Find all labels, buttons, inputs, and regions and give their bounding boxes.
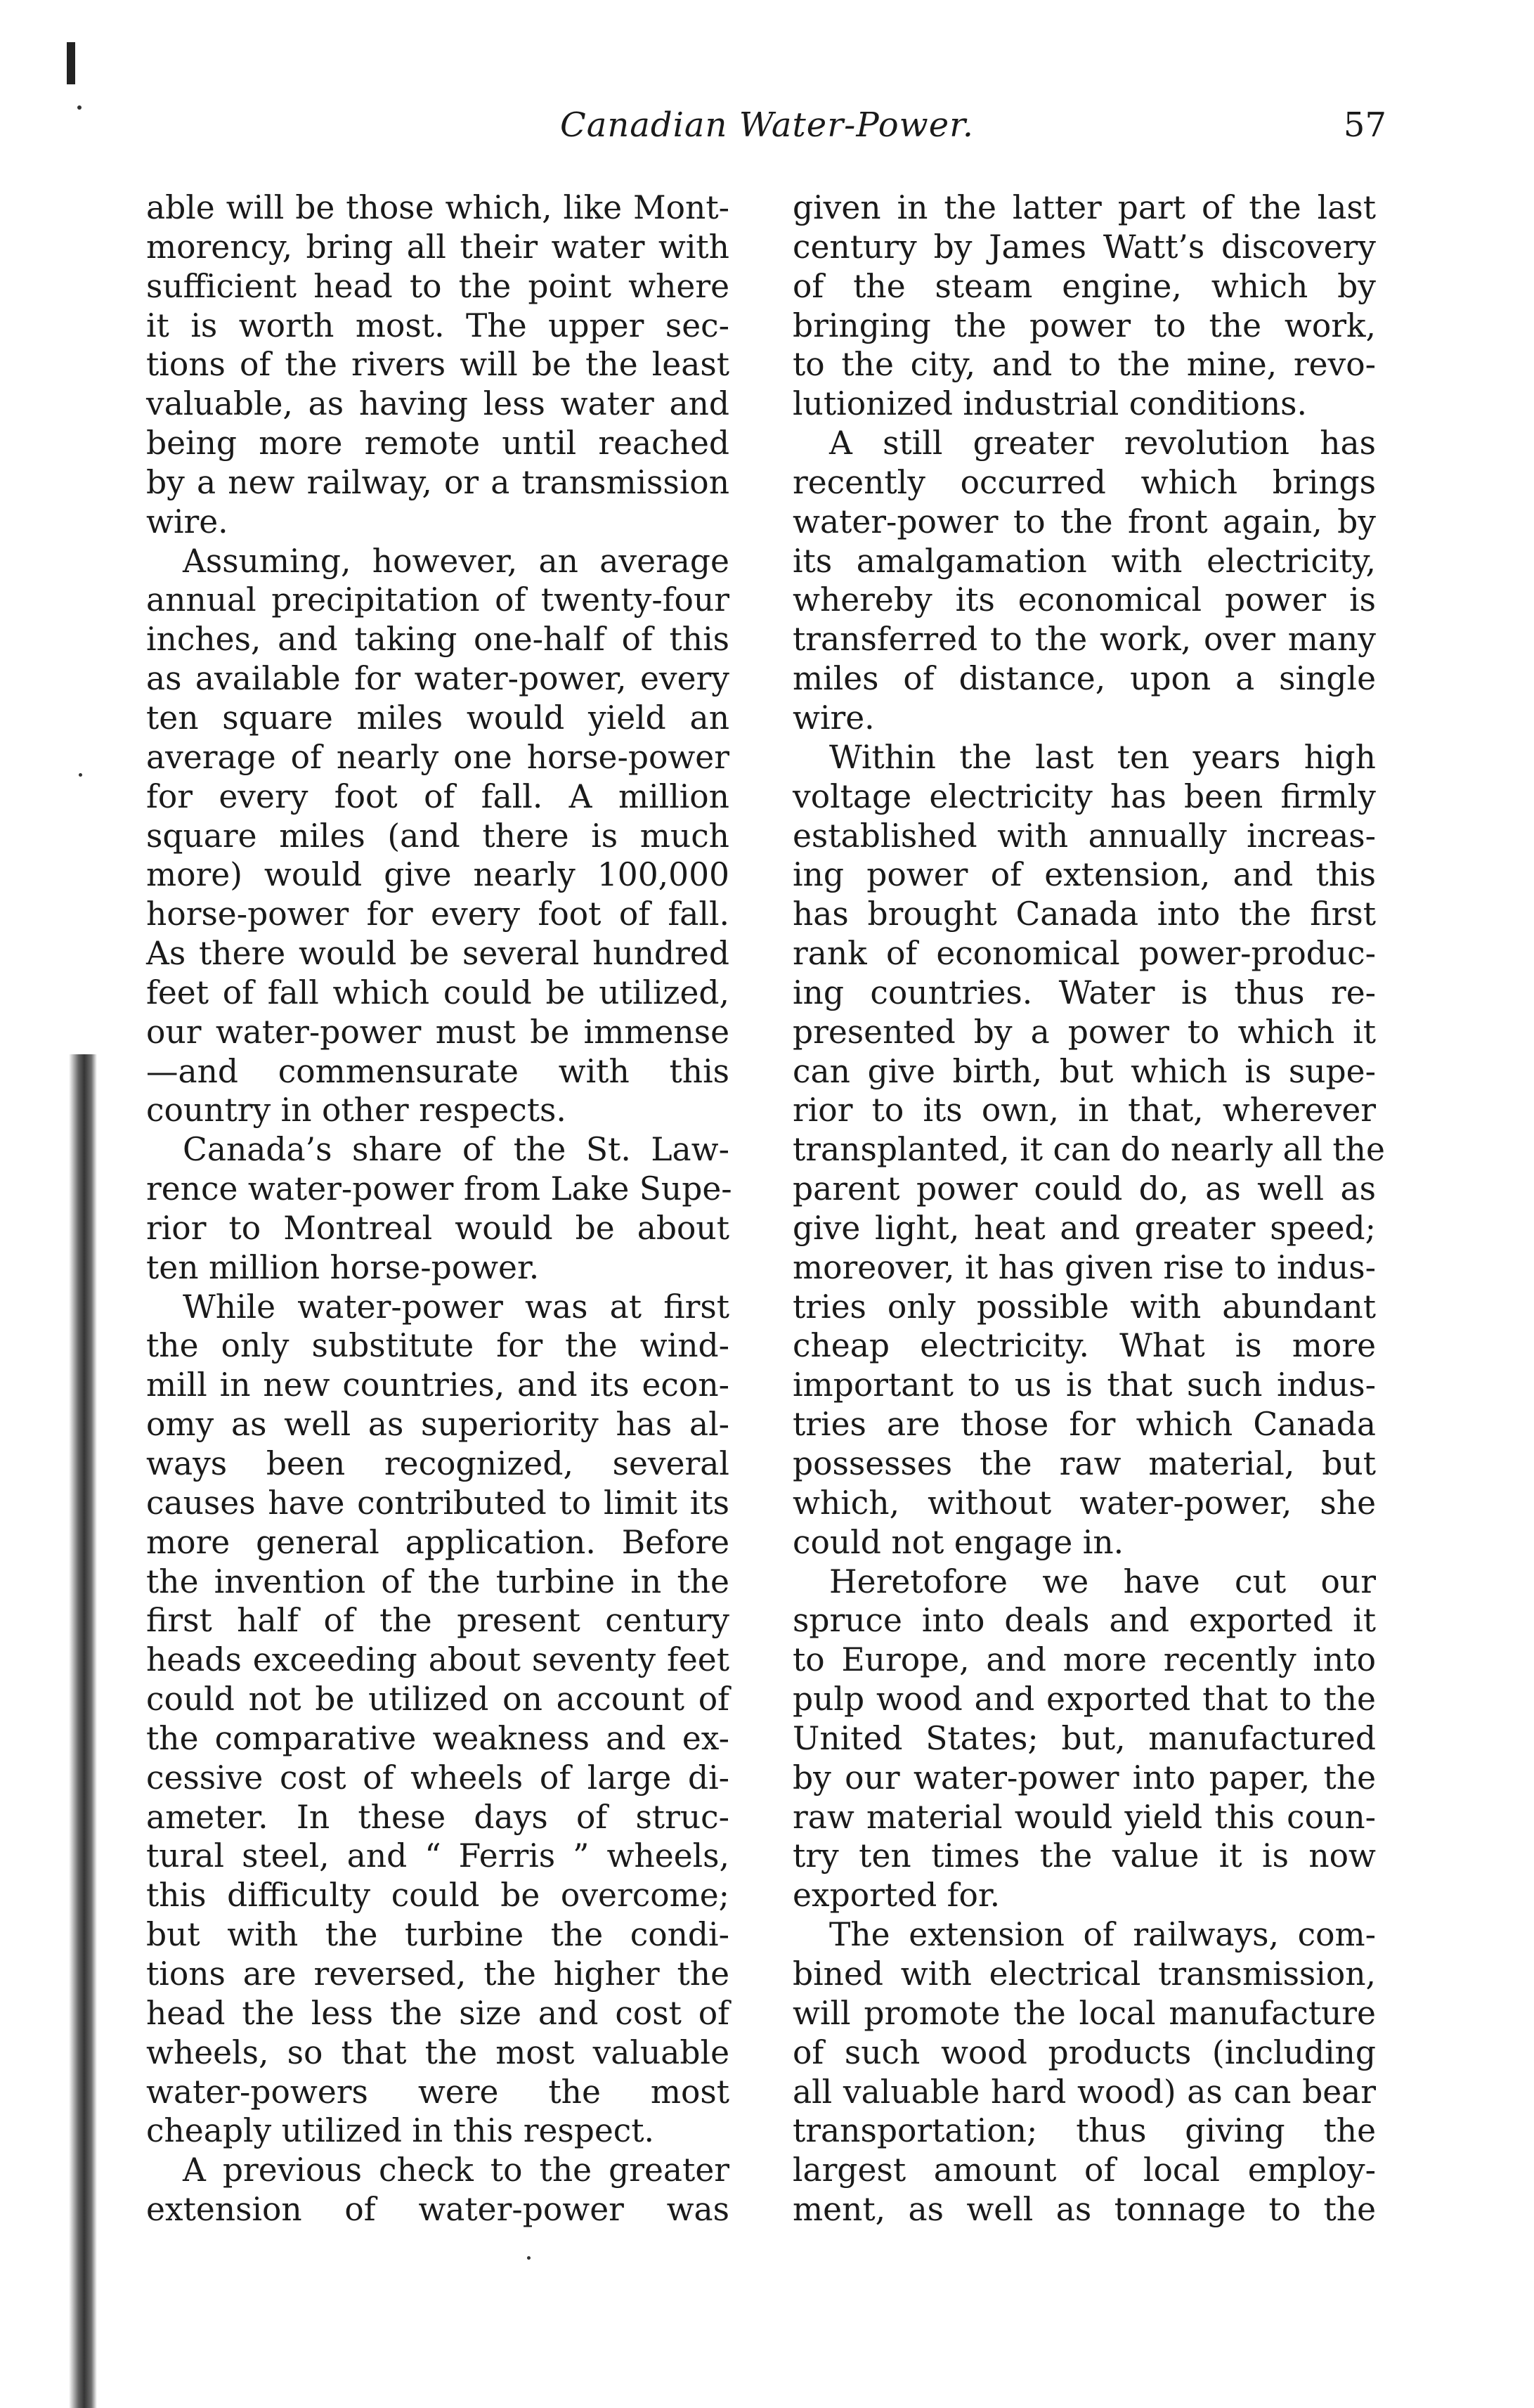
text-line: give light, heat and greater speed; [793, 1209, 1376, 1247]
scan-binding-shadow [69, 1054, 97, 2408]
text-line: moreover, it has given rise to indus- [793, 1248, 1376, 1286]
text-line: wire. [146, 503, 228, 540]
text-line: tions are reversed, the higher the [146, 1955, 729, 1993]
text-line: Canada’s share of the St. Law- [183, 1131, 729, 1169]
text-line: causes have contributed to limit its [146, 1484, 729, 1522]
text-line: being more remote until reached [146, 425, 729, 462]
text-line: by a new railway, or a transmission [146, 463, 729, 501]
text-line: can give birth, but which is supe- [793, 1052, 1376, 1090]
text-line: of such wood products (including [793, 2033, 1376, 2071]
text-line: A still greater revolution has [829, 425, 1376, 462]
text-line: pulp wood and exported that to the [793, 1681, 1376, 1718]
text-line: raw material would yield this coun- [793, 1798, 1376, 1836]
text-line: our water-power must be immense [146, 1013, 729, 1051]
text-line: annual precipitation of twenty-four [146, 581, 729, 619]
page-number: 57 [1343, 105, 1386, 145]
text-line: cessive cost of wheels of large di- [146, 1759, 729, 1797]
text-line: all valuable hard wood) as can bear [793, 2073, 1376, 2111]
text-line: voltage electricity has been firmly [793, 777, 1376, 815]
text-line: but with the turbine the condi- [146, 1916, 729, 1954]
text-column-right [793, 188, 1385, 2229]
text-line: horse-power for every foot of fall. [146, 895, 729, 933]
text-line: could not be utilized on account of [146, 1681, 729, 1718]
text-column-left [146, 188, 732, 2229]
text-line: The extension of railways, com- [829, 1916, 1376, 1954]
scan-speck [79, 773, 82, 777]
text-line: country in other respects. [146, 1092, 566, 1129]
text-line: water-power to the front again, by [793, 503, 1376, 540]
text-line: extension of water-power was [146, 2191, 729, 2229]
text-line: United States; but, manufactured [793, 1719, 1376, 1757]
text-line: exported for. [793, 1877, 1001, 1915]
text-line: the only substitute for the wind- [146, 1327, 729, 1365]
text-line: given in the latter part of the last [793, 189, 1376, 226]
text-line: will promote the local manufacture [793, 1994, 1376, 2032]
text-line: ameter. In these days of struc- [146, 1798, 729, 1836]
text-line: this difficulty could be overcome; [146, 1877, 729, 1915]
text-line: the comparative weakness and ex- [146, 1719, 729, 1757]
text-line: ten million horse-power. [146, 1248, 540, 1286]
text-line: wire. [793, 699, 875, 737]
text-line: rior to its own, in that, wherever [793, 1092, 1376, 1129]
text-line: valuable, as having less water and [146, 385, 729, 423]
text-line: Heretofore we have cut our [829, 1562, 1376, 1600]
text-line: century by James Watt’s discovery [793, 228, 1376, 266]
text-line: ment, as well as tonnage to the [793, 2191, 1376, 2229]
text-line: —and commensurate with this [146, 1052, 729, 1090]
text-line: wheels, so that the most valuable [146, 2033, 729, 2071]
text-line: for every foot of fall. A million [146, 777, 729, 815]
text-line: try ten times the value it is now [793, 1837, 1376, 1875]
text-line: water-powers were the most [146, 2073, 729, 2111]
text-line: more) would give nearly 100,000 [146, 856, 729, 894]
text-line: important to us is that such indus- [793, 1366, 1376, 1404]
text-line: morency, bring all their water with [146, 228, 729, 266]
text-line: omy as well as superiority has al- [146, 1406, 729, 1444]
text-line: could not engage in. [793, 1523, 1124, 1561]
text-line: to Europe, and more recently into [793, 1641, 1376, 1679]
text-line: lutionized industrial conditions. [793, 385, 1307, 423]
text-line: A previous check to the greater [183, 2151, 729, 2189]
text-line: recently occurred which brings [793, 463, 1376, 501]
text-line: mill in new countries, and its econ- [146, 1366, 729, 1404]
text-line: bringing the power to the work, [793, 306, 1376, 344]
text-line: inches, and taking one-half of this [146, 621, 729, 659]
text-line: cheaply utilized in this respect. [146, 2112, 655, 2150]
text-line: more general application. Before [146, 1523, 729, 1561]
text-line: tries only possible with abundant [793, 1288, 1376, 1326]
text-line: sufficient head to the point where [146, 267, 729, 305]
text-line: has brought Canada into the first [793, 895, 1376, 933]
running-header-title: Canadian Water-Power. [559, 105, 975, 145]
text-line: heads exceeding about seventy feet [146, 1641, 729, 1679]
text-line: square miles (and there is much [146, 817, 729, 855]
text-line: ing countries. Water is thus re- [793, 973, 1376, 1011]
text-line: transferred to the work, over many [793, 621, 1376, 659]
text-line: spruce into deals and exported it [793, 1602, 1376, 1640]
text-line: average of nearly one horse-power [146, 738, 729, 776]
text-line: of the steam engine, which by [793, 267, 1376, 305]
text-line: tries are those for which Canada [793, 1406, 1376, 1444]
text-line: bined with electrical transmission, [793, 1955, 1376, 1993]
text-line: established with annually increas- [793, 817, 1376, 855]
text-line: tions of the rivers will be the least [146, 346, 729, 384]
text-line: feet of fall which could be utilized, [146, 973, 729, 1011]
text-line: transportation; thus giving the [793, 2112, 1376, 2150]
text-line: able will be those which, like Mont- [146, 189, 729, 226]
text-line: transplanted, it can do nearly all the [793, 1131, 1385, 1169]
text-line: parent power could do, as well as [793, 1170, 1376, 1208]
text-line: its amalgamation with electricity, [793, 542, 1376, 580]
text-line: tural steel, and “ Ferris ” wheels, [146, 1837, 729, 1875]
text-line: While water-power was at first [183, 1288, 729, 1326]
text-line: Within the last ten years high [829, 738, 1376, 776]
text-line: Assuming, however, an average [183, 542, 729, 580]
text-line: it is worth most. The upper sec- [146, 306, 729, 344]
text-line: rence water-power from Lake Supe- [146, 1170, 732, 1208]
text-line: rank of economical power-produc- [793, 935, 1376, 973]
text-line: ways been recognized, several [146, 1445, 729, 1482]
text-line: to the city, and to the mine, revo- [793, 346, 1376, 384]
text-line: by our water-power into paper, the [793, 1759, 1376, 1797]
text-line: rior to Montreal would be about [146, 1209, 729, 1247]
scan-artifact-top [67, 42, 75, 84]
text-line: ing power of extension, and this [793, 856, 1376, 894]
text-line: presented by a power to which it [793, 1013, 1376, 1051]
text-line: which, without water-power, she [793, 1484, 1376, 1522]
text-line: first half of the present century [146, 1602, 729, 1640]
text-line: miles of distance, upon a single [793, 660, 1376, 698]
text-line: possesses the raw material, but [793, 1445, 1376, 1482]
text-line: ten square miles would yield an [146, 699, 729, 737]
text-line: head the less the size and cost of [146, 1994, 729, 2032]
text-line: cheap electricity. What is more [793, 1327, 1376, 1365]
scan-speck [527, 2256, 531, 2260]
text-line: As there would be several hundred [146, 935, 729, 973]
text-line: the invention of the turbine in the [146, 1562, 729, 1600]
text-line: largest amount of local employ- [793, 2151, 1376, 2189]
text-line: as available for water-power, every [146, 660, 729, 698]
text-line: whereby its economical power is [793, 581, 1376, 619]
